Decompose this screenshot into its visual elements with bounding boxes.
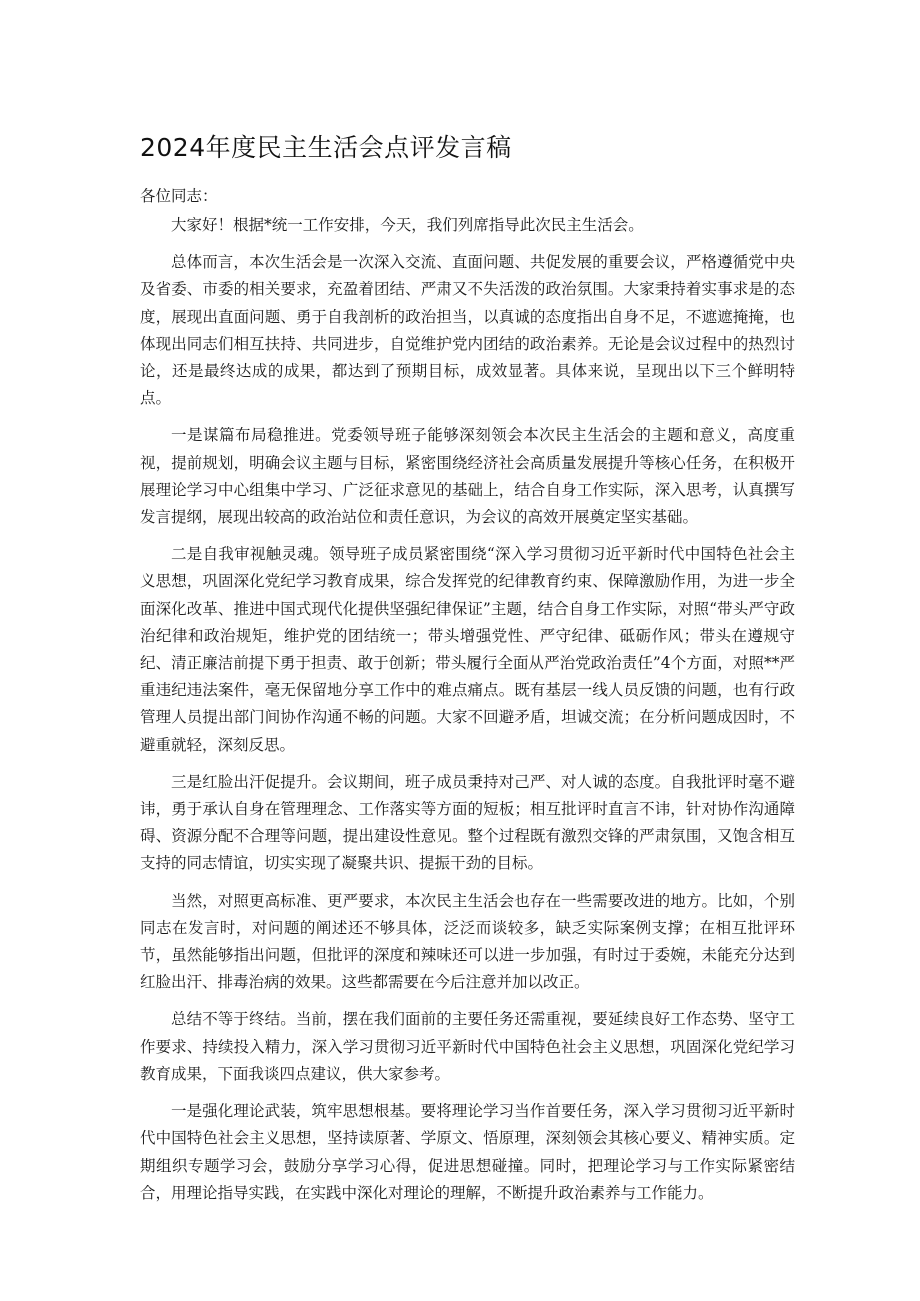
paragraph-feature-1: 一是谋篇布局稳推进。党委领导班子能够深刻领会本次民主生活会的主题和意义，高度重视，提前规划，明确会议主题与目标，紧密围绕经济社会高质量发展提升等核心任务，在积极开展理论学习中心组集中学习、广泛征求意见的基础上，结合自身工作实际，深入思考，认真撰写发言提纲，展现出较高的政治站位和责任意识，为会议的高效开展奠定坚实基础。 (140, 426, 795, 527)
paragraph-feature-3: 三是红脸出汗促提升。会议期间，班子成员秉持对己严、对人诚的态度。自我批评时毫不避讳，勇于承认自身在管理理念、工作落实等方面的短板；相互批评时直言不讳，针对协作沟通障碍、资源分配不合理等问题，提出建设性意见。整个过程既有激烈交锋的严肃氛围，又饱含相互支持的同志情谊，切实实现了凝聚共识、提振干劲的目标。 (140, 772, 795, 873)
salutation: 各位同志： (140, 187, 218, 205)
paragraph-overview: 总体而言，本次生活会是一次深入交流、直面问题、共促发展的重要会议，严格遵循党中央及省委、市委的相关要求，充盈着团结、严肃又不失活泼的政治氛围。大家秉持着实事求是的态度，展现出直面问题、勇于自我剖析的政治担当，以真诚的态度指出自身不足，不遮遮掩掩，也体现出同志们相互扶持、共同进步，自觉维护党内团结的政治素养。无论是会议过程中的热烈讨论，还是最终达成的成果，都达到了预期目标，成效显著。具体来说，呈现出以下三个鲜明特点。 (140, 253, 795, 408)
paragraph-greeting: 大家好！根据*统一工作安排，今天，我们列席指导此次民主生活会。 (171, 216, 644, 234)
document-body (140, 212, 795, 1217)
paragraph-summary: 总结不等于终结。当前，摆在我们面前的主要任务还需重视，要延续良好工作态势、坚守工作要求、持续投入精力，深入学习贯彻习近平新时代中国特色社会主义思想，巩固深化党纪学习教育成果，下面我谈四点建议，供大家参考。 (140, 1010, 795, 1083)
paragraph-feature-2: 二是自我审视触灵魂。领导班子成员紧密围绕“深入学习贯彻习近平新时代中国特色社会主义思想，巩固深化党纪学习教育成果，综合发挥党的纪律教育约束、保障激励作用，为进一步全面深化改革、推进中国式现代化提供坚强纪律保证”主题，结合自身工作实际，对照“带头严守政治纪律和政治规矩，维护党的团结统一；带头增强党性、严守纪律、砥砺作风；带头在遵规守纪、清正廉洁前提下勇于担责、敢于创新；带头履行全面从严治党政治责任”4个方面，对照**严重违纪违法案件，毫无保留地分享工作中的难点痛点。既有基层一线人员反馈的问题，也有行政管理人员提出部门间协作沟通不畅的问题。大家不回避矛盾，坦诚交流；在分析问题成因时，不避重就轻，深刻反思。 (140, 545, 795, 754)
document-title: 2024年度民主生活会点评发言稿 (140, 133, 512, 162)
paragraph-shortcomings: 当然，对照更高标准、更严要求，本次民主生活会也存在一些需要改进的地方。比如，个别同志在发言时，对问题的阐述还不够具体，泛泛而谈较多，缺乏实际案例支撑；在相互批评环节，虽然能够指出问题，但批评的深度和辣味还可以进一步加强，有时过于委婉，未能充分达到红脸出汗、排毒治病的效果。这些都需要在今后注意并加以改正。 (140, 891, 795, 992)
paragraph-suggestion-1: 一是强化理论武装，筑牢思想根基。要将理论学习当作首要任务，深入学习贯彻习近平新时代中国特色社会主义思想，坚持读原著、学原文、悟原理，深刻领会其核心要义、精神实质。定期组织专题学习会，鼓励分享学习心得，促进思想碰撞。同时，把理论学习与工作实际紧密结合，用理论指导实践，在实践中深化对理论的理解，不断提升政治素养与工作能力。 (140, 1102, 795, 1202)
